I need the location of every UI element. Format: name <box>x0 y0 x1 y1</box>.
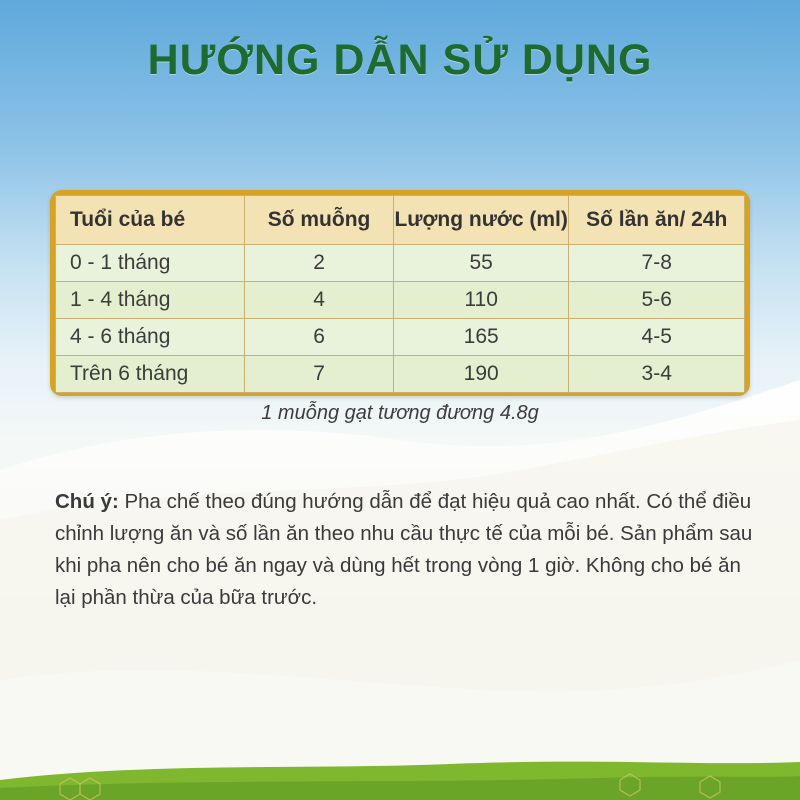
cell-scoops: 4 <box>245 282 394 319</box>
caution-paragraph <box>55 486 755 614</box>
cell-age: 4 - 6 tháng <box>56 319 245 356</box>
table-row <box>56 245 745 282</box>
cell-scoops: 2 <box>245 245 394 282</box>
cell-feeds: 4-5 <box>569 319 745 356</box>
cell-age: 0 - 1 tháng <box>56 245 245 282</box>
table-row <box>56 319 745 356</box>
feeding-table <box>55 195 745 393</box>
header-age: Tuổi của bé <box>56 196 245 245</box>
cell-scoops: 7 <box>245 356 394 393</box>
header-feeds-per-day: Số lần ăn/ 24h <box>569 196 745 245</box>
cell-feeds: 5-6 <box>569 282 745 319</box>
grass-strip <box>0 740 800 800</box>
cell-feeds: 3-4 <box>569 356 745 393</box>
table-row <box>56 356 745 393</box>
cell-age: 1 - 4 tháng <box>56 282 245 319</box>
table-row <box>56 282 745 319</box>
cell-feeds: 7-8 <box>569 245 745 282</box>
scoop-note: 1 muỗng gạt tương đương 4.8g <box>261 402 539 424</box>
header-scoops: Số muỗng <box>245 196 394 245</box>
cell-water: 165 <box>393 319 569 356</box>
table-header-row <box>56 196 745 245</box>
cell-water: 110 <box>393 282 569 319</box>
feeding-table-frame <box>50 190 750 396</box>
caution-text: Pha chế theo đúng hướng dẫn để đạt hiệu quả cao nhất. Có thể điều chỉnh lượng ăn và số lần ăn theo nhu cầu thực tế của mỗi bé. Sản phẩm sau khi pha nên cho bé ăn ngay và dùng hết trong vòng 1 giờ. Không cho bé ăn lại phần thừa của bữa trước. <box>55 490 753 609</box>
page-title: HƯỚNG DẪN SỬ DỤNG <box>147 36 653 84</box>
cell-scoops: 6 <box>245 319 394 356</box>
cell-water: 55 <box>393 245 569 282</box>
header-water: Lượng nước (ml) <box>393 196 569 245</box>
cell-age: Trên 6 tháng <box>56 356 245 393</box>
caution-label: Chú ý: <box>55 490 119 513</box>
cell-water: 190 <box>393 356 569 393</box>
